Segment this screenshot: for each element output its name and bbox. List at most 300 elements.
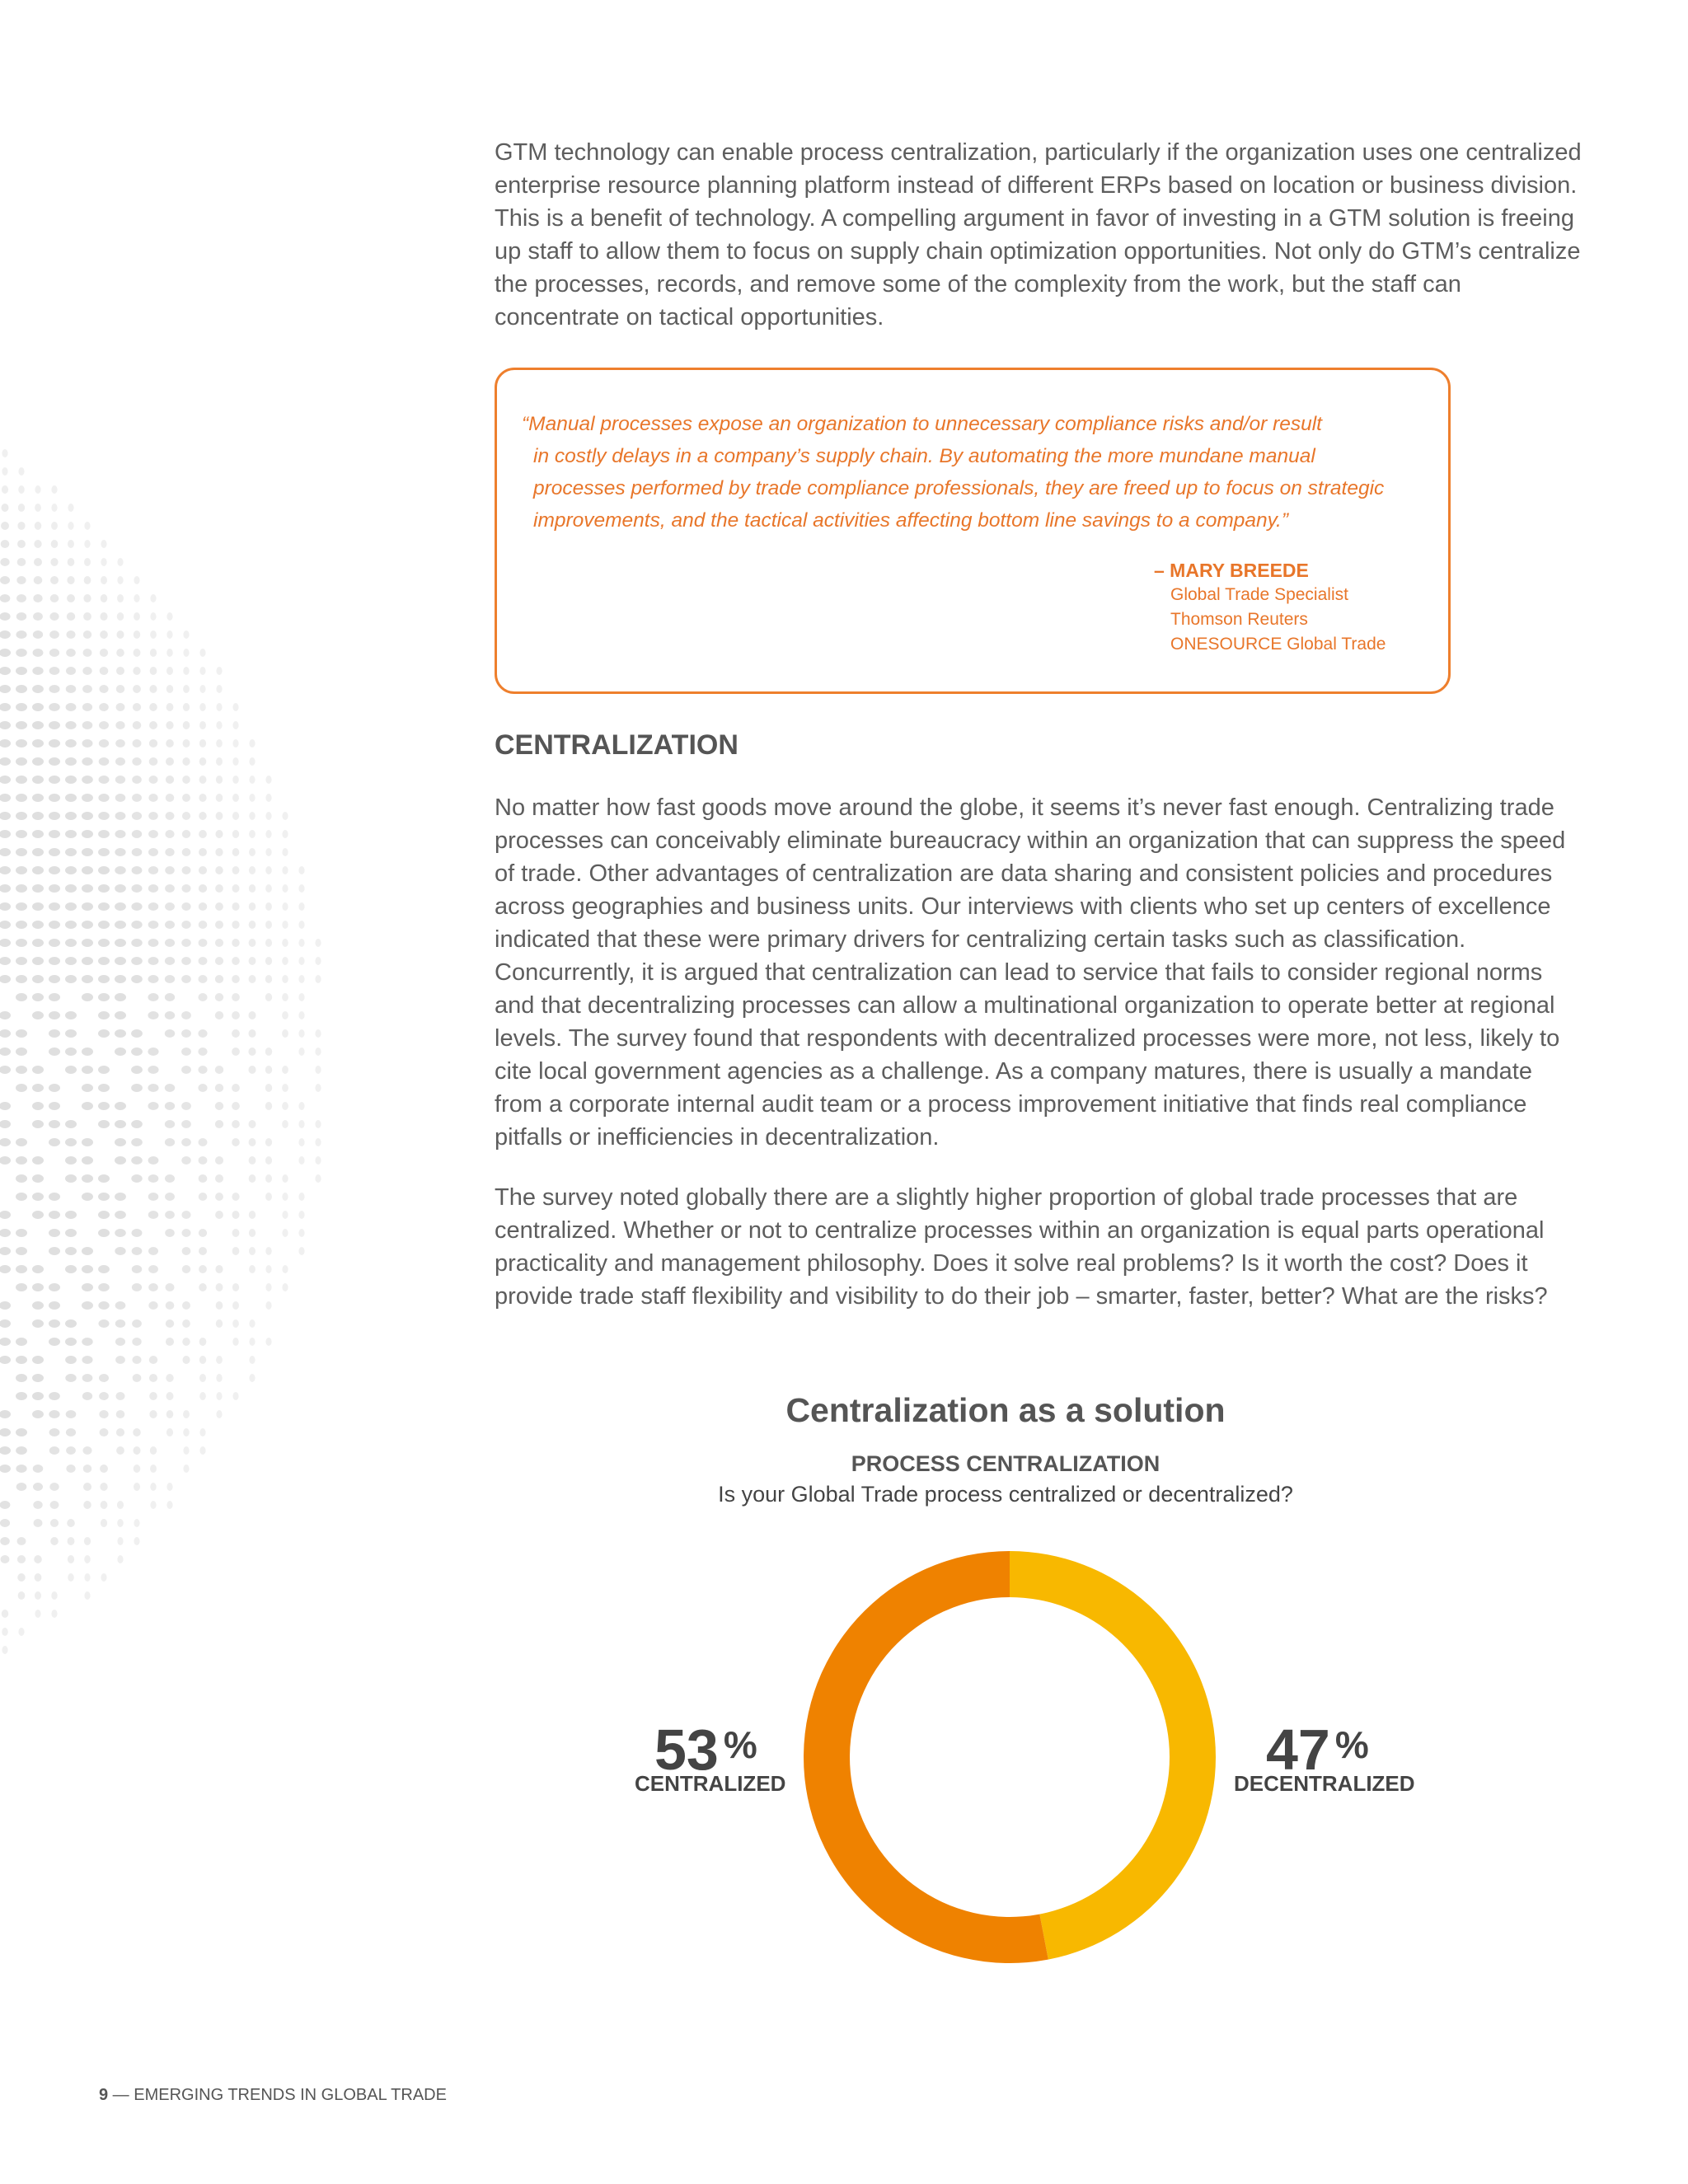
globe-dot (49, 1338, 60, 1346)
globe-dot (18, 485, 25, 494)
globe-dot (49, 757, 60, 766)
quote-line: “Manual processes expose an organization to unnecessary compliance risks and/or result (522, 413, 1322, 435)
globe-dot (115, 1247, 125, 1255)
globe-dot (16, 794, 27, 802)
globe-dot (65, 1356, 77, 1364)
globe-dot (68, 1555, 74, 1563)
globe-dot (298, 1102, 304, 1110)
globe-dot (150, 1446, 157, 1455)
globe-dot (35, 504, 41, 512)
globe-dot (117, 1501, 124, 1509)
globe-dot (33, 649, 44, 657)
globe-dot (232, 939, 239, 947)
globe-dot (165, 1211, 175, 1219)
page-number: 9 (99, 2086, 109, 2104)
globe-dot (115, 939, 126, 947)
globe-dot (117, 1519, 124, 1527)
globe-dot (148, 902, 159, 911)
globe-dot (182, 1319, 190, 1328)
globe-dot (16, 1392, 27, 1400)
globe-dot (134, 1483, 140, 1491)
globe-dot (199, 957, 208, 965)
globe-dot (148, 1084, 158, 1092)
globe-dot (265, 939, 272, 947)
globe-dot (0, 884, 11, 893)
globe-dot (82, 866, 93, 874)
globe-dot (49, 1247, 60, 1255)
globe-dot (0, 1229, 11, 1237)
globe-dot (83, 612, 91, 621)
globe-dot (98, 939, 110, 947)
globe-dot (149, 757, 158, 766)
globe-dot (232, 1193, 239, 1201)
globe-dot (249, 975, 256, 983)
globe-dot (32, 1066, 44, 1074)
globe-dot (249, 1229, 256, 1237)
globe-dot (249, 1138, 256, 1146)
globe-dot (98, 1102, 110, 1110)
globe-dot (131, 1047, 143, 1056)
globe-dot (232, 1283, 239, 1291)
globe-dot (98, 1193, 110, 1201)
globe-dot (166, 612, 172, 621)
globe-dot (117, 612, 124, 621)
globe-dot (0, 649, 11, 657)
globe-dot (165, 1084, 175, 1092)
globe-dot (166, 1410, 174, 1418)
globe-dot (66, 667, 76, 675)
globe-dot (115, 866, 126, 874)
globe-dot (282, 1193, 288, 1201)
globe-dot (49, 1120, 60, 1128)
globe-dot (166, 721, 173, 729)
globe-dot (282, 1229, 288, 1237)
globe-dot (34, 540, 41, 548)
globe-dot (232, 1338, 238, 1346)
globe-dot (16, 1428, 27, 1436)
centralized-number: 53 (654, 1718, 719, 1782)
globe-dot (165, 902, 175, 911)
globe-dot (82, 721, 93, 729)
globe-dot (49, 1392, 60, 1400)
globe-dot (0, 848, 11, 856)
globe-dot (66, 1465, 75, 1473)
globe-dot (148, 1265, 158, 1273)
globe-dot (150, 1483, 156, 1491)
quote-attribution (1154, 558, 1386, 657)
globe-dot (183, 1446, 189, 1455)
globe-dot (182, 866, 191, 874)
globe-dot (16, 649, 27, 657)
globe-dot (315, 1138, 321, 1146)
globe-dot (232, 812, 239, 820)
globe-dot (150, 594, 156, 602)
quote-line: in costly delays in a company’s supply chain. By automating the more mundane manual (533, 445, 1315, 467)
globe-dot (199, 884, 207, 893)
globe-dot (65, 1338, 77, 1346)
globe-dot (68, 1537, 75, 1545)
globe-dot (101, 1519, 107, 1527)
globe-dot (51, 540, 59, 548)
globe-dot (148, 1066, 158, 1074)
globe-dot (232, 848, 240, 856)
globe-dot (117, 1555, 123, 1563)
globe-dot (132, 1247, 143, 1255)
globe-dot (265, 884, 272, 893)
globe-dot (166, 1301, 175, 1310)
globe-dot (16, 866, 27, 874)
globe-dot (83, 649, 92, 657)
globe-dot (232, 1102, 240, 1110)
globe-dot (134, 1465, 141, 1473)
globe-dot (232, 902, 239, 911)
globe-dot (148, 1102, 158, 1110)
globe-dot (32, 975, 44, 983)
globe-dot (248, 1011, 256, 1019)
globe-dot (232, 1047, 240, 1056)
globe-dot (117, 558, 123, 566)
globe-dot (16, 1247, 27, 1255)
globe-dot (16, 1066, 27, 1074)
globe-dot (0, 757, 11, 766)
globe-dot (249, 1319, 255, 1328)
globe-dot (83, 1501, 91, 1509)
globe-dot (181, 939, 190, 947)
globe-dot (68, 558, 75, 566)
globe-dot (249, 812, 255, 820)
globe-dot (166, 649, 173, 657)
globe-dot (165, 848, 174, 856)
percent-sign: % (1334, 1723, 1369, 1766)
globe-dot (282, 812, 288, 820)
globe-dot (115, 1319, 125, 1328)
globe-dot (131, 1066, 143, 1074)
globe-dot (34, 1519, 43, 1527)
globe-dot (166, 630, 172, 639)
globe-dot (166, 1319, 174, 1328)
globe-dot (83, 1483, 91, 1491)
globe-dot (183, 685, 190, 693)
globe-dot (16, 812, 27, 820)
globe-dot (265, 1247, 271, 1255)
globe-dot (17, 1573, 25, 1582)
globe-dot (82, 703, 92, 711)
globe-dot (49, 1229, 60, 1237)
globe-dot (32, 757, 44, 766)
globe-dot (32, 667, 43, 675)
globe-dot (49, 794, 60, 802)
globe-dot (0, 1120, 11, 1128)
globe-dot (49, 1138, 60, 1146)
globe-dot (82, 1156, 93, 1165)
globe-dot (17, 540, 26, 548)
globe-dot (282, 921, 288, 929)
globe-dot (50, 576, 59, 584)
globe-dot (0, 794, 11, 802)
globe-dot (65, 776, 77, 784)
globe-dot (232, 1319, 239, 1328)
globe-dot (98, 1066, 110, 1074)
globe-dot (100, 1483, 107, 1491)
globe-dot (82, 1301, 93, 1310)
globe-dot (198, 1029, 207, 1038)
globe-dot (66, 685, 76, 693)
globe-dot (0, 1410, 11, 1418)
globe-dot (98, 884, 110, 893)
globe-dot (65, 1229, 77, 1237)
globe-dot (133, 739, 142, 748)
globe-dot (199, 757, 207, 766)
globe-dot (115, 1138, 126, 1146)
globe-dot (148, 1283, 158, 1291)
globe-dot (49, 1011, 60, 1019)
globe-dot (282, 1211, 288, 1219)
globe-dot (216, 1283, 223, 1291)
globe-dot (182, 794, 190, 802)
globe-dot (49, 739, 60, 748)
globe-dot (165, 1229, 175, 1237)
globe-dot (150, 667, 157, 675)
globe-dot (116, 685, 124, 693)
globe-dot (32, 794, 44, 802)
globe-dot (215, 921, 223, 929)
globe-dot (82, 1247, 93, 1255)
decentralized-value (1266, 1716, 1369, 1782)
globe-dot (315, 1156, 321, 1165)
globe-dot (216, 1374, 222, 1382)
globe-dot (16, 1047, 27, 1056)
globe-dot (282, 1120, 288, 1128)
globe-dot (115, 1301, 126, 1310)
globe-dot (66, 630, 75, 639)
globe-dot (115, 921, 126, 929)
globe-dot (51, 1591, 57, 1600)
globe-dot (215, 830, 223, 838)
globe-dot (150, 1501, 156, 1509)
globe-dot (35, 1591, 41, 1600)
globe-dot (134, 630, 140, 639)
globe-dot (265, 921, 272, 929)
globe-dot (181, 1120, 191, 1128)
globe-dot (315, 1120, 321, 1128)
globe-dot (82, 812, 93, 820)
chart-title: Centralization as a solution (785, 1391, 1226, 1429)
globe-dot (131, 1029, 143, 1038)
globe-dot (115, 1229, 126, 1237)
globe-dot (134, 576, 139, 584)
globe-dot (199, 721, 206, 729)
globe-dot (82, 975, 93, 983)
globe-dot (82, 757, 92, 766)
globe-dot (265, 1338, 271, 1346)
globe-decoration (0, 346, 346, 1797)
globe-dot (98, 902, 110, 911)
globe-dot (134, 649, 141, 657)
globe-dot (183, 739, 190, 748)
globe-dot (298, 1047, 304, 1056)
globe-dot (0, 1338, 11, 1346)
globe-dot (199, 1283, 207, 1291)
globe-dot (166, 1428, 173, 1436)
globe-dot (82, 848, 93, 856)
globe-dot (182, 776, 190, 784)
globe-dot (0, 1428, 11, 1436)
globe-dot (199, 667, 205, 675)
globe-dot (65, 866, 77, 874)
globe-dot (131, 1120, 143, 1128)
globe-dot (215, 1066, 223, 1074)
globe-dot (265, 1283, 271, 1291)
globe-dot (265, 848, 271, 856)
globe-dot (150, 1465, 157, 1473)
globe-dot (216, 1356, 223, 1364)
globe-dot (198, 1047, 207, 1056)
globe-dot (165, 830, 174, 838)
globe-dot (65, 939, 77, 947)
globe-dot (98, 1319, 109, 1328)
globe-dot (49, 848, 60, 856)
globe-dot (82, 902, 93, 911)
globe-dot (282, 957, 288, 965)
globe-dot (49, 1193, 60, 1201)
globe-dot (16, 685, 27, 693)
globe-dot (132, 757, 141, 766)
globe-dot (298, 884, 304, 893)
globe-dot (165, 975, 175, 983)
globe-dot (282, 939, 288, 947)
globe-dot (315, 957, 321, 965)
globe-dot (49, 649, 59, 657)
globe-dot (32, 1211, 44, 1219)
globe-dot (282, 1011, 288, 1019)
globe-dot (298, 1029, 304, 1038)
globe-dot (116, 1410, 125, 1418)
globe-dot (115, 848, 125, 856)
globe-dot (181, 902, 190, 911)
globe-dot (98, 921, 110, 929)
globe-dot (49, 812, 60, 820)
globe-dot (132, 776, 142, 784)
globe-dot (131, 939, 142, 947)
globe-dot (67, 1519, 75, 1527)
globe-dot (298, 921, 304, 929)
globe-dot (99, 721, 109, 729)
globe-dot (98, 848, 110, 856)
globe-dot (315, 939, 321, 947)
globe-dot (149, 1410, 157, 1418)
globe-dot (215, 975, 223, 983)
globe-dot (265, 1138, 272, 1146)
decentralized-number: 47 (1266, 1718, 1330, 1782)
globe-dot (65, 1174, 77, 1183)
globe-dot (298, 939, 304, 947)
globe-dot (134, 1537, 139, 1545)
globe-dot (298, 1156, 304, 1165)
globe-dot (149, 1392, 157, 1400)
globe-dot (199, 1356, 206, 1364)
globe-dot (18, 467, 24, 476)
globe-dot (0, 1211, 11, 1219)
globe-dot (99, 1374, 109, 1382)
globe-dot (148, 993, 158, 1001)
globe-dot (148, 1211, 158, 1219)
globe-dot (198, 1084, 207, 1092)
globe-dot (99, 757, 110, 766)
globe-dot (216, 1301, 223, 1310)
globe-dot (215, 939, 223, 947)
globe-dot (232, 884, 239, 893)
globe-dot (84, 1537, 91, 1545)
globe-dot (232, 721, 238, 729)
globe-dot (165, 993, 175, 1001)
globe-dot (0, 1156, 11, 1165)
globe-dot (82, 1174, 93, 1183)
globe-dot (50, 1519, 59, 1527)
globe-dot (98, 1211, 110, 1219)
globe-dot (51, 485, 57, 494)
globe-dot (150, 630, 157, 639)
globe-dot (265, 1102, 272, 1110)
globe-dot (65, 1374, 76, 1382)
globe-dot (215, 1084, 223, 1092)
globe-dot (65, 812, 77, 820)
donut-slice-centralized (804, 1551, 1048, 1963)
globe-dot (49, 1428, 60, 1436)
globe-dot (215, 1120, 223, 1128)
globe-dot (16, 1138, 27, 1146)
percent-sign: % (723, 1723, 757, 1766)
globe-dot (0, 1102, 11, 1110)
globe-dot (165, 866, 175, 874)
globe-dot (82, 1265, 93, 1273)
intro-paragraph: GTM technology can enable process centralization, particularly if the organization uses one centralized enterprise resource planning platform instead of different ERPs based on location or business division. This is a benefit of technology. A compelling argument in favor of investing in a GTM solution is freeing up staff to allow them to focus on supply chain optimization opportunities. Not only do GTM’s centralize the processes, records, and remove some of the complexity from the work, but the staff can concentrate on tactical opportunities. (495, 139, 1582, 330)
globe-dot (82, 1138, 93, 1146)
globe-dot (148, 1011, 158, 1019)
globe-dot (99, 685, 108, 693)
globe-dot (265, 1193, 272, 1201)
globe-dot (131, 975, 143, 983)
globe-dot (249, 1265, 256, 1273)
globe-dot (115, 794, 126, 802)
globe-dot (82, 794, 93, 802)
globe-dot (17, 1555, 26, 1563)
globe-dot (16, 957, 27, 965)
globe-dot (166, 1374, 173, 1382)
globe-dot (33, 1483, 43, 1491)
globe-dot (232, 1120, 240, 1128)
globe-dot (199, 1374, 206, 1382)
globe-dot (99, 739, 109, 748)
globe-dot (199, 794, 206, 802)
globe-dot (199, 1247, 207, 1255)
globe-dot (49, 939, 60, 947)
globe-dot (182, 848, 191, 856)
globe-dot (82, 1084, 93, 1092)
globe-dot (282, 1102, 288, 1110)
attribution-division: ONESOURCE Global Trade (1170, 635, 1386, 654)
globe-dot (199, 848, 207, 856)
globe-dot (132, 794, 142, 802)
globe-dot (16, 612, 26, 621)
globe-dot (0, 1047, 11, 1056)
globe-dot (182, 1301, 190, 1310)
globe-dot (16, 1029, 27, 1038)
globe-dot (98, 1084, 110, 1092)
globe-dot (165, 1011, 175, 1019)
globe-dot (82, 667, 91, 675)
attribution-name: – MARY BREEDE (1154, 560, 1309, 581)
globe-dot (181, 957, 191, 965)
